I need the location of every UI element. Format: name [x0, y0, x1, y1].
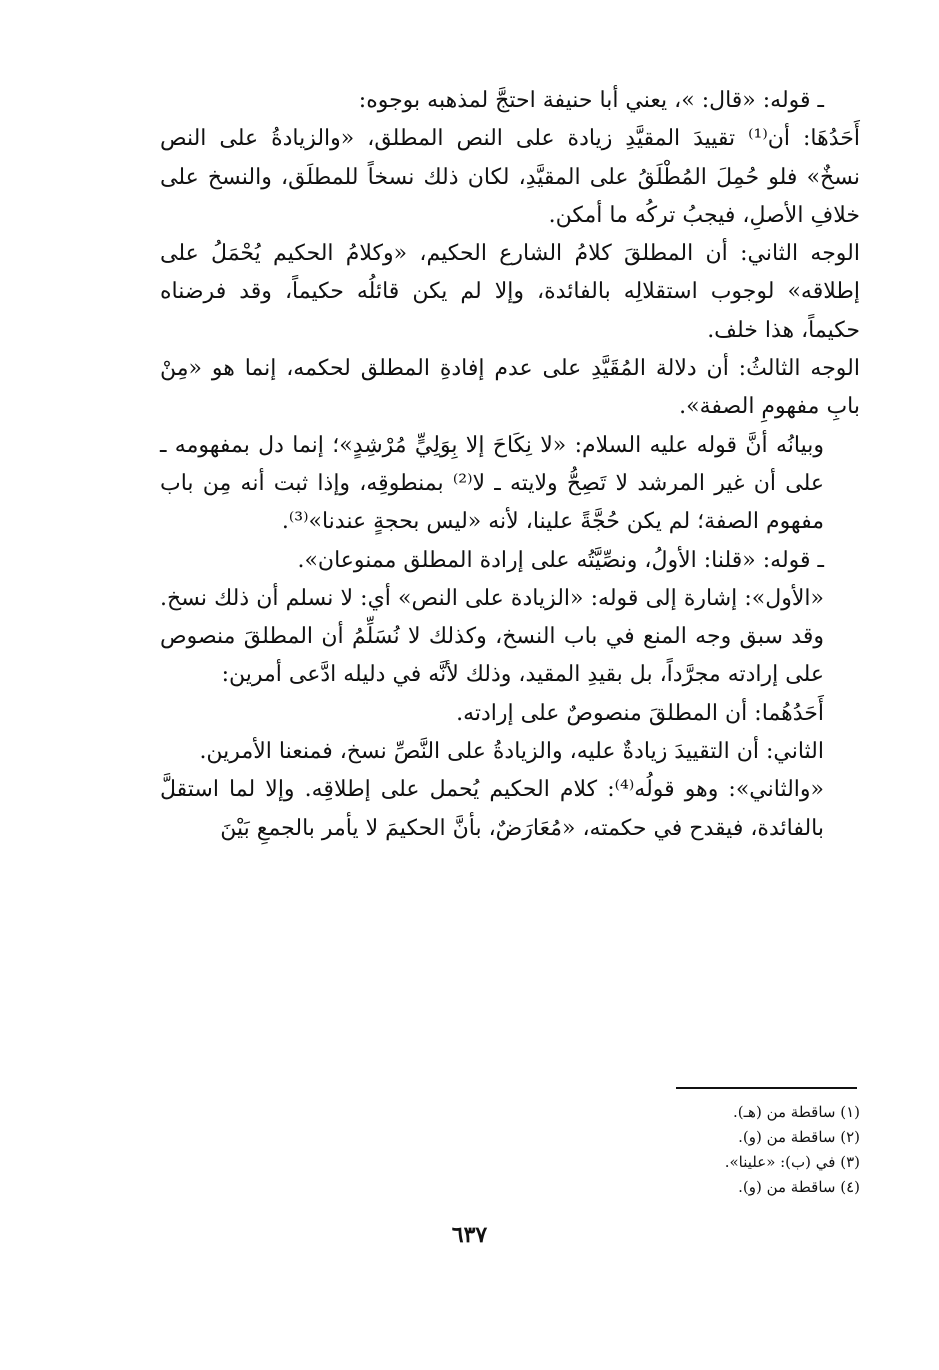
paragraph-9: الثاني: أن التقييدَ زيادةٌ عليه، والزيادةُ على النَّصِّ نسخ، فمنعنا الأمرين.	[199, 739, 824, 765]
paragraph-3: الوجه الثاني: أن المطلقَ كلامُ الشارع الحكيم، «وكلامُ الحكيم يُحْمَلُ على إطلاقه» لوجوب استقلالِه بالفائدة، وإلا لم يكن قائلُه حكيماً، وقد فرضناه حكيماً، هذا خلف.	[160, 241, 860, 343]
paragraph-5: وبيانُه أنَّ قوله عليه السلام: «لا نِكَاحَ إلا بِوَلِيٍّ مُرْشِدٍ»؛ إنما دل بمفهومه ـ على أن غير المرشد لا تَصِحُّ ولايته ـ لا⁽²⁾ بمنطوقِه، وإذا ثبت أنه مِن باب مفهوم الصفة؛ لم يكن حُجَّةً علينا، لأنه «ليس بحجةٍ عندنا»⁽³⁾.	[160, 432, 824, 535]
footnote-1: (١) ساقطة من (هـ).	[733, 1103, 860, 1121]
page-number: ٦٣٧	[451, 1222, 488, 1248]
footnotes	[160, 1100, 860, 1200]
paragraph-1: ـ قوله: «قال: »، يعني أبا حنيفة احتجَّ لمذهبه بوجوه:	[358, 88, 824, 113]
paragraph-10: «والثاني»: وهو قولُه⁽⁴⁾: كلام الحكيم يُحمل على إطلاقِه. وإلا لما استقلَّ بالفائدة، فيقدح في حكمته، «مُعَارَضٌ، بأنَّ الحكيمَ لا يأمر بالجمعِ بَيْنَ	[160, 777, 824, 841]
main-text	[160, 82, 860, 848]
paragraph-4: الوجه الثالثُ: أن دلالة المُقَيَّدِ على عدم إفادةِ المطلق لحكمه، إنما هو «مِنْ بابِ مفهومِ الصفة».	[160, 356, 860, 420]
footnote-3: (٣) في (ب): «علينا».	[724, 1153, 860, 1171]
footnote-separator	[676, 1087, 857, 1089]
paragraph-8: أَحَدُهُما: أن المطلقَ منصوصٌ على إرادته.	[456, 700, 824, 726]
paragraph-6: ـ قوله: «قلنا: الأولُ، ونصِّيَّتُه على إرادة المطلق ممنوعان».	[297, 547, 824, 573]
paragraph-7: «الأول»: إشارة إلى قوله: «الزيادة على النص» أي: لا نسلم أن ذلك نسخ. وقد سبق وجه المنع في باب النسخ، وكذلك لا نُسَلِّمُ أن المطلقَ منصوص على إرادته مجرَّداً، بل بقيدِ المقيد، وذلك لأنَّه في دليله ادَّعى أمرين:	[160, 585, 824, 688]
footnote-4: (٤) ساقطة من (و).	[738, 1178, 860, 1196]
paragraph-2: أَحَدُهَا: أن⁽¹⁾ تقييدَ المقيَّدِ زيادة على النص المطلق، «والزيادةُ على النص نسخٌ» فلو حُمِلَ المُطْلَقُ على المقيَّدِ، لكان ذلك نسخاً للمطلَق، والنسخ على خلافِ الأصلِ، فيجبُ تركُه ما أمكن.	[160, 126, 860, 228]
footnote-2: (٢) ساقطة من (و).	[738, 1128, 860, 1146]
